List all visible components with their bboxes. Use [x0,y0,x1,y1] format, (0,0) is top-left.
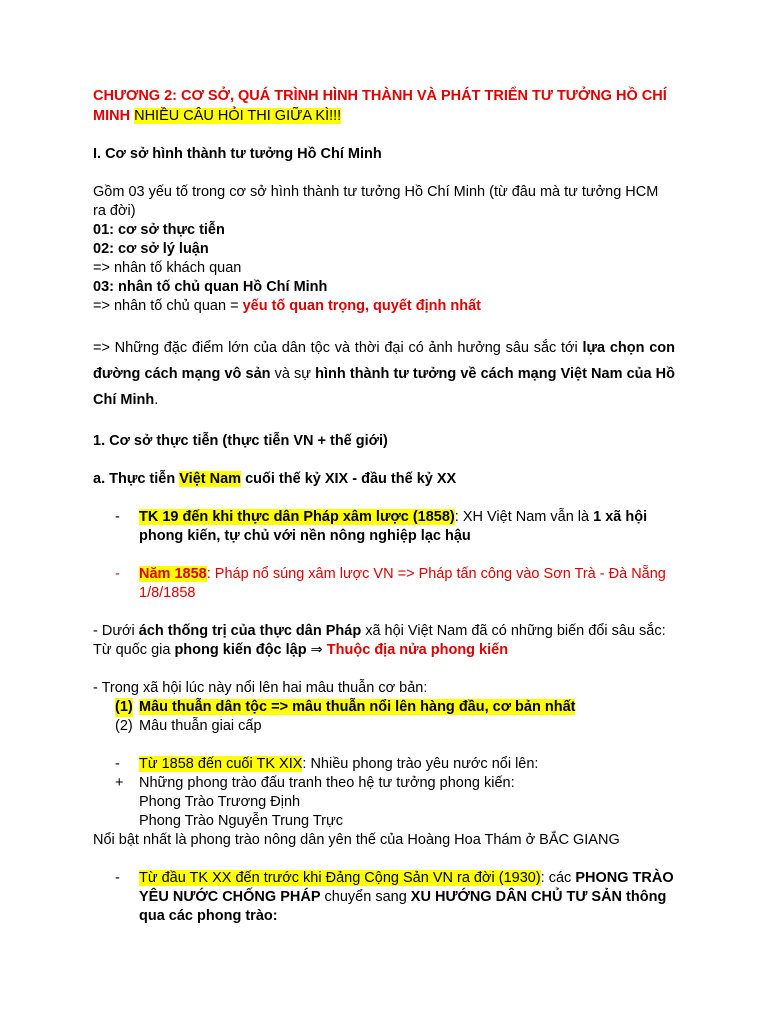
section-heading: I. Cơ sở hình thành tư tưởng Hồ Chí Minh [93,146,382,162]
number-marker: (1) [115,699,133,715]
conclusion-text-3: . [154,392,159,408]
bullet-highlight: Năm 1858 [139,566,207,582]
plus-text: Những phong trào đấu tranh theo hệ tư tưởng phong kiến: [139,775,515,791]
conflict-text: Mâu thuẫn dân tộc => mâu thuẫn nổi lên hàng đầu, cơ bản nhất [139,699,576,715]
bullet-red-text: : Pháp nổ súng xâm lược VN => Pháp tấn công vào Sơn Trà - Đà Nẵng 1/8/1858 [139,566,666,601]
conclusion-paragraph [93,335,675,413]
subjective-note [93,297,675,316]
bullet-item [93,508,675,546]
conflict-text: Mâu thuẫn giai cấp [139,718,262,734]
factor-01: 01: cơ sở thực tiễn [93,222,225,238]
bullet-text: : Nhiều phong trào yêu nước nổi lên: [302,756,539,772]
chapter-title-text: CHƯƠNG 2: CƠ SỞ, QUÁ TRÌNH HÌNH THÀNH VÀ PHÁT TRIỂN TƯ TƯỞNG HỒ CHÍ MINH [93,88,667,124]
chapter-title [93,86,675,126]
colonial-red: Thuộc địa nửa phong kiến [326,642,509,658]
dash-marker: - [115,870,120,886]
subjective-prefix: => nhân tố chủ quan = [93,298,243,314]
plus-marker: + [115,775,124,791]
conclusion-bold-1: lựa chọn con đường cách mạng vô sản [93,340,675,382]
bullet-text: : các [540,870,576,886]
subsection-a-prefix: a. Thực tiễn [93,471,180,487]
colonial-paragraph [93,622,675,660]
conclusion-text-1: => Những đặc điểm lớn của dân tộc và thời đại có ảnh hưởng sâu sắc tới [93,340,583,356]
colonial-text: xã hội Việt Nam đã có những biến đổi sâu sắc: Từ quốc gia [93,623,666,658]
exam-note-highlight: NHIỀU CÂU HỎI THI GIỮA KÌ!!! [134,108,342,124]
bullet-text: chuyển sang [320,889,411,905]
conclusion-bold-2: hình thành tư tưởng về cách mạng Việt Nam của Hồ Chí Minh [93,366,676,408]
dash-marker: - [115,756,120,772]
conclusion-text-2: và sự [270,366,316,382]
conflict-item-1 [93,698,675,717]
factor-03: 03: nhân tố chủ quan Hồ Chí Minh [93,279,328,295]
movement-item: Phong Trào Trương Định [139,794,301,810]
bullet-highlight: Từ đầu TK XX đến trước khi Đảng Cộng Sản VN ra đời (1930) [139,870,541,886]
conflict-item-2 [93,717,675,736]
arrow-symbol: ⇒ [306,642,327,658]
bullet-bold: XU HƯỚNG DÂN CHỦ TƯ SẢN thông qua các phong trào: [139,889,667,924]
intro-paragraph: Gồm 03 yếu tố trong cơ sở hình thành tư tưởng Hồ Chí Minh (từ đâu mà tư tưởng HCM ra đời) [93,184,659,219]
bullet-item [93,869,675,926]
document-page [93,86,675,926]
bullet-text: : XH Việt Nam vẫn là [454,509,594,525]
bullet-bold: PHONG TRÀO YÊU NƯỚC CHỐNG PHÁP [139,870,674,905]
subsection-heading-1: 1. Cơ sở thực tiễn (thực tiễn VN + thế giới) [93,433,388,449]
subsection-heading-a [93,470,675,489]
bullet-bold: 1 xã hội phong kiến, tự chủ với nền nông nghiệp lạc hậu [139,509,648,544]
dash-marker: - [115,509,120,525]
subsection-a-suffix: cuối thế kỷ XIX - đầu thế kỷ XX [241,471,457,487]
colonial-prefix: - Dưới [93,623,139,639]
conflict-intro: - Trong xã hội lúc này nổi lên hai mâu thuẫn cơ bản: [93,680,428,696]
notable-movement: Nổi bật nhất là phong trào nông dân yên thế của Hoàng Hoa Thám ở BẮC GIANG [93,832,620,848]
subsection-a-highlight: Việt Nam [179,471,242,487]
number-marker: (2) [115,718,133,734]
plus-item [93,774,675,793]
factor-02: 02: cơ sở lý luận [93,241,209,257]
dash-marker: - [115,566,120,582]
bullet-item [93,565,675,603]
movement-item: Phong Trào Nguyễn Trung Trực [139,813,343,829]
objective-note: => nhân tố khách quan [93,260,242,276]
bullet-item [93,755,675,774]
colonial-bold-2: phong kiến độc lập [174,642,307,658]
subjective-emphasis: yếu tố quan trọng, quyết định nhất [242,298,481,314]
bullet-highlight: TK 19 đến khi thực dân Pháp xâm lược (1858) [139,509,455,525]
bullet-highlight: Từ 1858 đến cuối TK XIX [139,756,303,772]
colonial-bold-1: ách thống trị của thực dân Pháp [138,623,362,639]
